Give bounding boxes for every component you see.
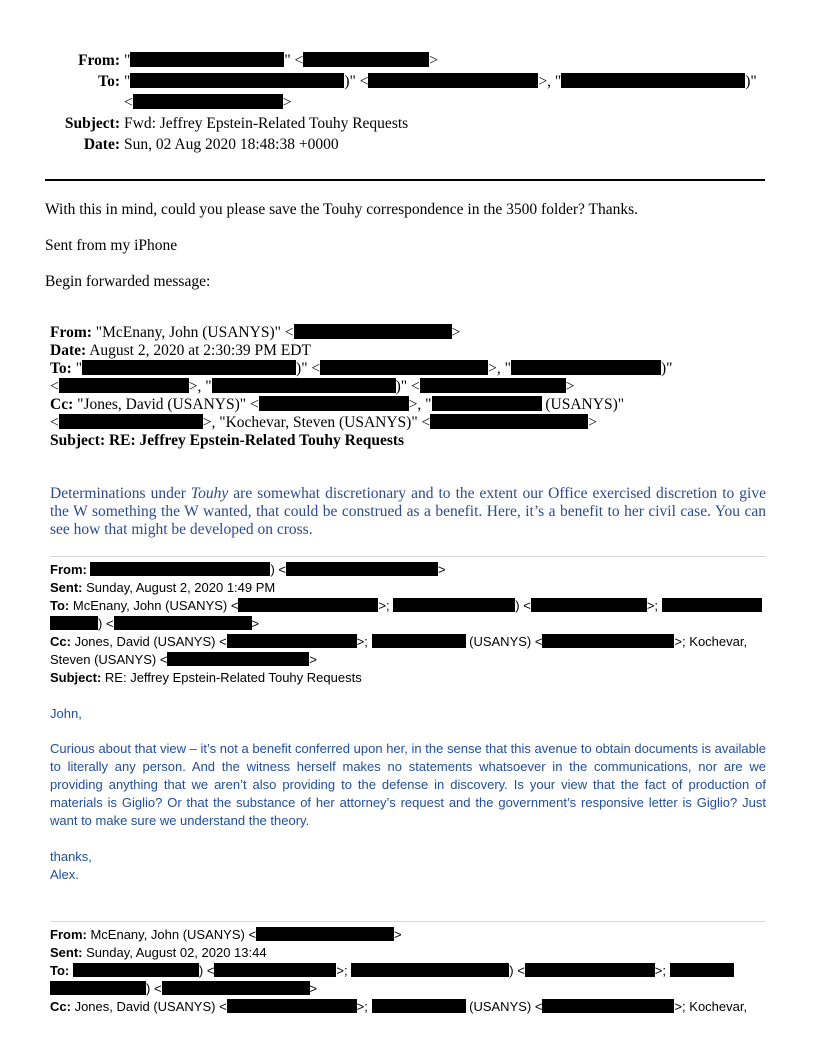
redaction — [259, 396, 409, 411]
redaction — [662, 598, 762, 612]
redaction — [525, 963, 655, 977]
message-paragraph: Curious about that view – it’s not a benefit conferred upon her, in the sense that this avenue to obtain documents is available to literally any person. And the witness herself makes no statements whatsoever in the communications, nor are we providing anything that we aren’t also providing to the defense in discovery. Is your view that the fact of production of materials is Giglio? Or that the substance of her attorney’s request and the government’s responsive letter is Giglio? Just want to make sure we understand the theory. — [50, 741, 766, 828]
subject-text: Fwd: Jeffrey Epstein-Related Touhy Requests — [124, 115, 409, 132]
from-tail: " < — [284, 52, 304, 69]
signature: Alex. — [50, 867, 79, 882]
subject-label: Subject: — [64, 115, 120, 132]
forward-intro: Begin forwarded message: — [45, 273, 211, 290]
redaction — [511, 360, 661, 375]
redaction — [670, 963, 734, 977]
redaction — [82, 360, 296, 375]
redaction — [393, 598, 515, 612]
redaction — [256, 927, 394, 941]
redaction — [294, 324, 452, 339]
redaction — [542, 999, 674, 1013]
redaction — [214, 963, 336, 977]
message-header: From: McEnany, John (USANYS) < > Sent: Sunday, August 02, 2020 13:44 To: ) < >; ) < >; ) < > Cc: Jones, David (USANYS) < >; (USANYS) < >; Kochevar, — [50, 927, 748, 1014]
to-label: To: — [98, 73, 120, 90]
forwarded-paragraph: Determinations under Touhy are somewhat discretionary and to the extent our Office exercised discretion to give the W something the W wanted, that could be construed as a benefit. Here, it’s a benefit to her civil case. You can see how that might be developed on cross. — [50, 485, 766, 538]
redaction — [227, 634, 357, 648]
redaction — [50, 981, 146, 995]
redaction — [130, 73, 344, 88]
date-label: Date: — [83, 136, 120, 153]
message-header: From: ) < > Sent: Sunday, August 2, 2020 1:49 PM To: McEnany, John (USANYS) < >; ) < >; ) < > Cc: Jones, David (USANYS) < >; (USANYS) < >; Kochevar, Steven (USANYS) < > Subject: RE: Jeffrey Epstein-Related Touhy Requests — [50, 561, 766, 687]
date-row — [0, 134, 816, 155]
redaction — [130, 52, 284, 67]
redaction — [542, 634, 674, 648]
forwarded-header: From: "McEnany, John (USANYS)" < > Date: August 2, 2020 at 2:30:39 PM EDT To: " )" < >, " )" < >, " )" < > Cc: "Jones, David (USANYS)" < >, " (USANYS)" < >, "Kochevar, Steven (USANYS)" < > Subject: RE: Jeffrey Epstein-Related Touhy Requests — [50, 324, 673, 449]
closing: thanks, — [50, 849, 92, 864]
redaction — [303, 52, 429, 67]
redaction — [114, 616, 252, 630]
redaction — [227, 999, 357, 1013]
redaction — [351, 963, 509, 977]
redaction — [561, 73, 745, 88]
redaction — [59, 378, 189, 393]
redaction — [133, 94, 283, 109]
subject-row — [0, 113, 816, 134]
message-divider — [50, 556, 766, 557]
redaction — [372, 999, 466, 1013]
redaction — [320, 360, 488, 375]
redaction — [162, 981, 310, 995]
redaction — [368, 73, 538, 88]
greeting: John, — [50, 706, 82, 721]
redaction — [50, 616, 98, 630]
to-row: To: " )" < >, " )" — [98, 73, 757, 90]
redaction — [90, 562, 270, 576]
date-text: Sun, 02 Aug 2020 18:48:38 +0000 — [124, 136, 339, 153]
redaction — [286, 562, 438, 576]
redaction — [430, 414, 588, 429]
from-row: From: " " < > — [78, 52, 439, 69]
redaction — [73, 963, 199, 977]
body-line: With this in mind, could you please save the Touhy correspondence in the 3500 folder? Thanks. — [45, 201, 639, 218]
redaction — [420, 378, 566, 393]
redaction — [167, 652, 309, 666]
redaction — [59, 414, 203, 429]
email-header: From: " " < > To: " )" < >, " )" < > Subject: Fwd: Jeffrey Epstein-Related Touhy Requests Date: Sun, 02 Aug 2020 18:48:38 +0000 — [0, 50, 816, 155]
redaction — [432, 396, 542, 411]
redaction — [238, 598, 378, 612]
signature-line: Sent from my iPhone — [45, 237, 178, 254]
message-divider — [50, 921, 766, 922]
from-label: From: — [78, 52, 120, 69]
header-rule — [45, 179, 765, 181]
redaction — [372, 634, 466, 648]
redaction — [212, 378, 396, 393]
redaction — [531, 598, 647, 612]
